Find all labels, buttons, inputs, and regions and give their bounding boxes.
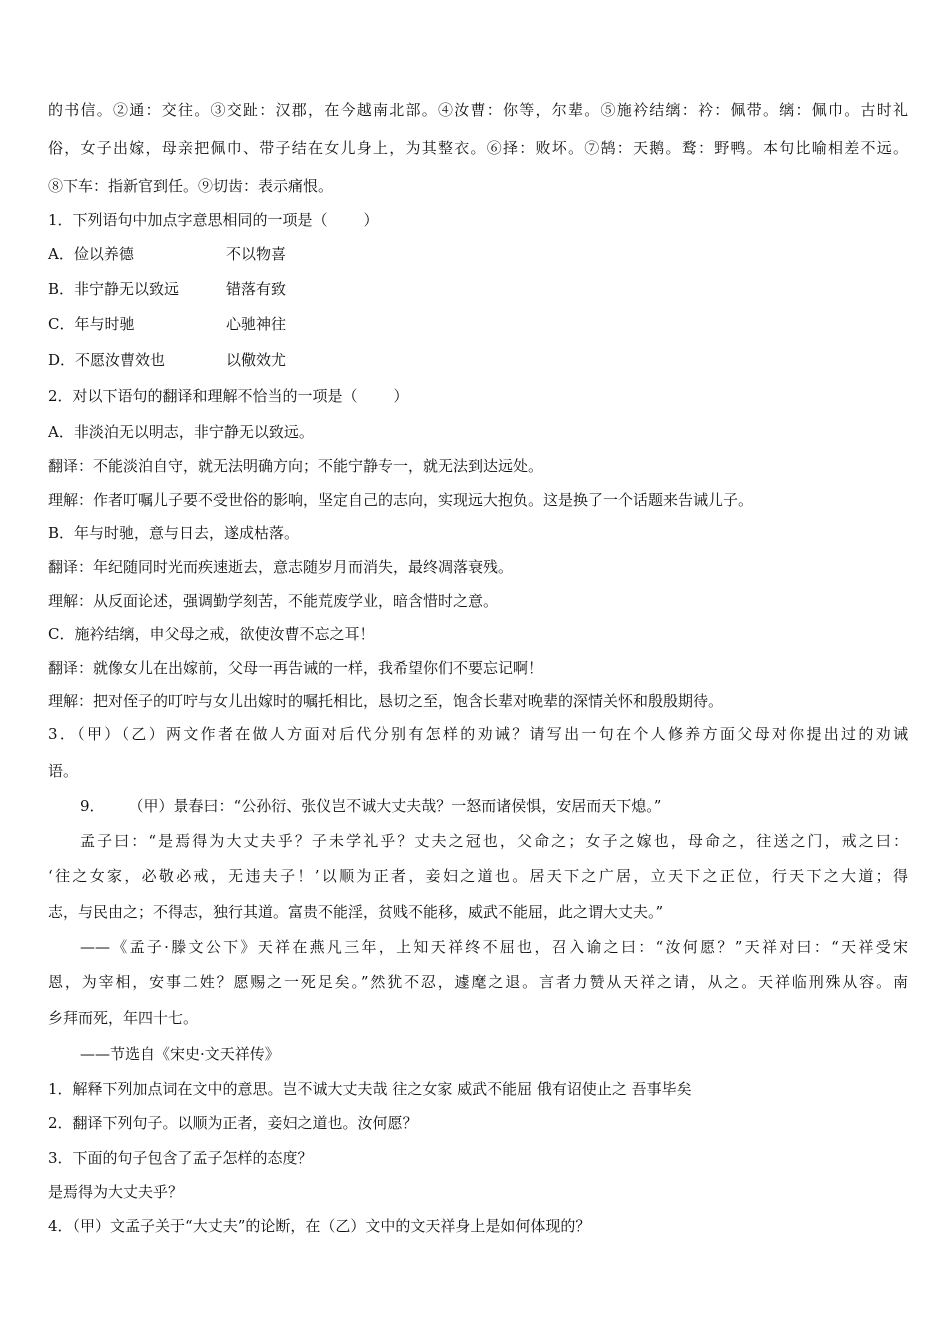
passage-yi-line-3: 乡拜而死，年四十七。 [48, 1009, 199, 1027]
question-1-stem [48, 210, 379, 230]
annotation-line-2: 俗，女子出嫁，母亲把佩巾、带子结在女儿身上，为其整衣。⑥择：败坏。⑦鹄：天鹅。鹜：野鸭。本句比喻相差不远。 [48, 139, 908, 157]
question-3-line-2: 语。 [48, 762, 79, 780]
q2-a-understanding: 理解：作者叮嘱儿子要不受世俗的影响，坚定自己的志向，实现远大抱负。这是换了一个话题来告诫儿子。 [48, 491, 754, 509]
option-a-right: 不以物喜 [226, 245, 287, 263]
q2-a-sentence: A．非淡泊无以明志，非宁静无以致远。 [48, 423, 314, 441]
passage-9-first-line [80, 796, 661, 816]
question-2-text: 2．对以下语句的翻译和理解不恰当的一项是（ [48, 387, 358, 405]
option-c-right: 心驰神往 [226, 315, 287, 333]
q2-a-translation: 翻译：不能淡泊自守，就无法明确方向；不能宁静专一，就无法到达远处。 [48, 457, 544, 475]
option-d-left: D．不愿汝曹效也 [48, 351, 166, 369]
option-a-left: A．俭以养德 [48, 245, 134, 263]
question-2-stem [48, 386, 409, 406]
option-d-right: 以儆效尤 [226, 351, 287, 369]
annotation-line-1: 的书信。②通：交往。③交趾：汉郡，在今越南北部。④汝曹：你等，尔辈。⑤施衿结缡：衿：佩带。缡：佩巾。古时礼 [48, 101, 908, 119]
passage-jia-opening: （甲）景春曰：“公孙衍、张仪岂不诚大丈夫哉？一怒而诸侯惧，安居而天下熄。” [128, 797, 662, 815]
question-1-paren-close: ） [363, 211, 379, 229]
passage-jia-line-3: 志，与民由之；不得志，独行其道。富贵不能淫，贫贱不能移，威武不能屈，此之谓大丈夫。” [48, 903, 664, 921]
question-number-9: 9． [80, 797, 105, 815]
q2-c-understanding: 理解：把对侄子的叮咛与女儿出嫁时的嘱托相比，恳切之至，饱含长辈对晚辈的深情关怀和殷殷期待。 [48, 692, 724, 710]
annotation-line-3: ⑧下车：指新官到任。⑨切齿：表示痛恨。 [48, 177, 334, 195]
q9-question-4: 4．（甲）文孟子关于“大丈夫”的论断，在（乙）文中的文天祥身上是如何体现的？ [48, 1217, 591, 1235]
option-c-left: C．年与时驰 [48, 315, 135, 333]
question-2-paren-close: ） [393, 387, 409, 405]
passage-jia-line-1: 孟子曰：“是焉得为大丈夫乎？子未学礼乎？丈夫之冠也，父命之；女子之嫁也，母命之，往送之门，戒之曰： [80, 832, 908, 850]
option-b-left: B．非宁静无以致远 [48, 280, 180, 298]
passage-jia-line-2: ‘往之女家，必敬必戒，无违夫子！’以顺为正者，妾妇之道也。居天下之广居，立天下之正位，行天下之大道；得 [48, 867, 908, 885]
q2-b-translation: 翻译：年纪随同时光而疾速逝去，意志随岁月而消失，最终凋落衰残。 [48, 558, 514, 576]
q9-question-3: 3．下面的句子包含了孟子怎样的态度？ [48, 1149, 313, 1167]
q9-question-3-sentence: 是焉得为大丈夫乎？ [48, 1183, 184, 1201]
q9-question-2: 2．翻译下列句子。以顺为正者，妾妇之道也。汝何愿？ [48, 1114, 418, 1132]
question-1-text: 1．下列语句中加点字意思相同的一项是（ [48, 211, 328, 229]
q2-b-understanding: 理解：从反面论述，强调勤学刻苦，不能荒废学业，暗含惜时之意。 [48, 592, 499, 610]
passage-source: ——节选自《宋史·文天祥传》 [80, 1045, 280, 1063]
q9-question-1: 1．解释下列加点词在文中的意思。岂不诚大丈夫哉 往之女家 威武不能屈 俄有诏使止之 吾事毕矣 [48, 1080, 692, 1098]
q2-c-translation: 翻译：就像女儿在出嫁前，父母一再告诫的一样，我希望你们不要忘记啊！ [48, 659, 544, 677]
passage-yi-line-2: 恩，为宰相，安事二姓？愿赐之一死足矣。”然犹不忍，遽麾之退。言者力赞从天祥之请，从之。天祥临刑殊从容。南 [48, 973, 908, 991]
question-3-line-1: 3．（甲）（乙）两文作者在做人方面对后代分别有怎样的劝诫？请写出一句在个人修养方面父母对你提出过的劝诫 [48, 725, 908, 743]
passage-yi-line-1: ——《孟子·滕文公下》天祥在燕凡三年，上知天祥终不屈也，召入谕之曰：“汝何愿？”天祥对曰：“天祥受宋 [80, 938, 908, 956]
q2-b-sentence: B．年与时驰，意与日去，遂成枯落。 [48, 524, 300, 542]
q2-c-sentence: C．施衿结缡，申父母之戒，欲使汝曹不忘之耳！ [48, 625, 375, 643]
option-b-right: 错落有致 [226, 280, 287, 298]
